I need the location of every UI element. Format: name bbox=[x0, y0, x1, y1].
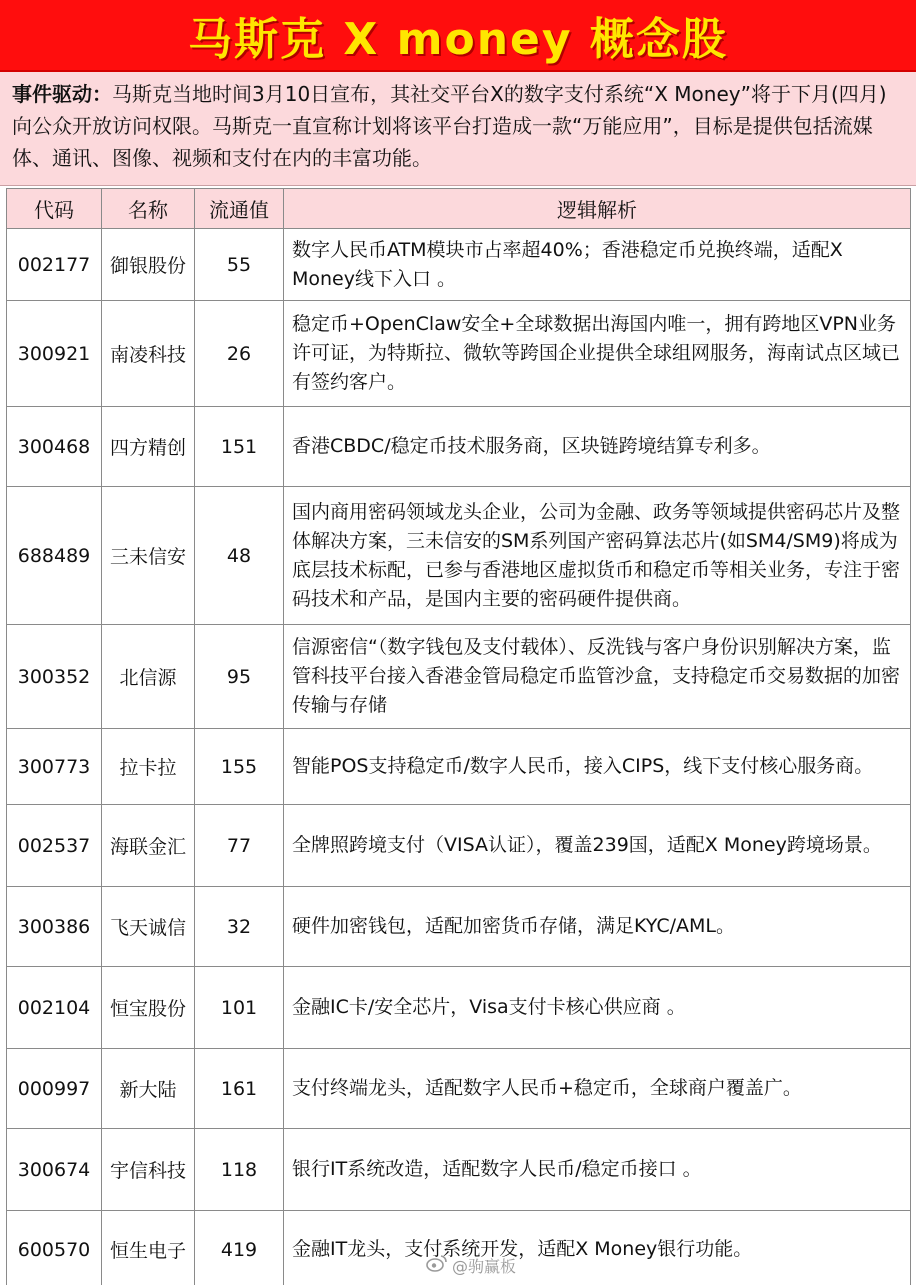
stock-name: 新大陆 bbox=[102, 1049, 195, 1129]
stock-code: 300773 bbox=[7, 729, 102, 805]
header-float: 流通值 bbox=[195, 189, 284, 229]
stock-code: 000997 bbox=[7, 1049, 102, 1129]
header-code: 代码 bbox=[7, 189, 102, 229]
table-row bbox=[7, 487, 911, 625]
stock-logic: 稳定币+OpenClaw安全+全球数据出海国内唯一，拥有跨地区VPN业务许可证，为特斯拉、微软等跨国企业提供全球组网服务，海南试点区域已有签约客户。 bbox=[284, 301, 911, 407]
stock-logic: 国内商用密码领域龙头企业，公司为金融、政务等领域提供密码芯片及整体解决方案，三未信安的SM系列国产密码算法芯片(如SM4/SM9)将成为底层技术标配，已参与香港地区虚拟货币和稳定币等相关业务，专注于密码技术和产品，是国内主要的密码硬件提供商。 bbox=[284, 487, 911, 625]
table-row bbox=[7, 625, 911, 729]
stock-name: 四方精创 bbox=[102, 407, 195, 487]
table-row bbox=[7, 1049, 911, 1129]
event-paragraph bbox=[12, 78, 904, 174]
stock-logic: 智能POS支持稳定币/数字人民币，接入CIPS，线下支付核心服务商。 bbox=[284, 729, 911, 805]
stock-float: 419 bbox=[195, 1211, 284, 1285]
weibo-icon bbox=[426, 1254, 448, 1276]
stock-float: 118 bbox=[195, 1129, 284, 1211]
stock-logic: 香港CBDC/稳定币技术服务商，区块链跨境结算专利多。 bbox=[284, 407, 911, 487]
stock-code: 300386 bbox=[7, 887, 102, 967]
stock-code: 300674 bbox=[7, 1129, 102, 1211]
stock-name: 恒生电子 bbox=[102, 1211, 195, 1285]
table-row bbox=[7, 1129, 911, 1211]
title-banner bbox=[0, 0, 916, 72]
stock-float: 161 bbox=[195, 1049, 284, 1129]
header-logic: 逻辑解析 bbox=[284, 189, 911, 229]
stock-logic: 数字人民币ATM模块市占率超40%；香港稳定币兑换终端，适配X Money线下入口 。 bbox=[284, 229, 911, 301]
stock-code: 002537 bbox=[7, 805, 102, 887]
event-label: 事件驱动： bbox=[12, 82, 112, 106]
stock-code: 688489 bbox=[7, 487, 102, 625]
stock-name: 三未信安 bbox=[102, 487, 195, 625]
stock-name: 北信源 bbox=[102, 625, 195, 729]
table-row bbox=[7, 967, 911, 1049]
table-row bbox=[7, 729, 911, 805]
stock-logic: 金融IC卡/安全芯片，Visa支付卡核心供应商 。 bbox=[284, 967, 911, 1049]
table-row bbox=[7, 301, 911, 407]
stock-code: 600570 bbox=[7, 1211, 102, 1285]
stock-code: 300352 bbox=[7, 625, 102, 729]
table-row bbox=[7, 805, 911, 887]
stock-name: 恒宝股份 bbox=[102, 967, 195, 1049]
stock-float: 95 bbox=[195, 625, 284, 729]
stock-float: 101 bbox=[195, 967, 284, 1049]
stock-code: 300468 bbox=[7, 407, 102, 487]
stock-code: 300921 bbox=[7, 301, 102, 407]
stock-logic: 支付终端龙头，适配数字人民币+稳定币，全球商户覆盖广。 bbox=[284, 1049, 911, 1129]
header-name: 名称 bbox=[102, 189, 195, 229]
stock-float: 151 bbox=[195, 407, 284, 487]
stock-float: 32 bbox=[195, 887, 284, 967]
stock-logic: 金融IT龙头，支付系统开发，适配X Money银行功能。 bbox=[284, 1211, 911, 1285]
watermark-text: @驹赢板 bbox=[451, 1257, 516, 1276]
stock-name: 拉卡拉 bbox=[102, 729, 195, 805]
stock-float: 48 bbox=[195, 487, 284, 625]
stock-float: 26 bbox=[195, 301, 284, 407]
stock-name: 飞天诚信 bbox=[102, 887, 195, 967]
event-text: 马斯克当地时间3月10日宣布，其社交平台X的数字支付系统“X Money”将于下月(四月)向公众开放访问权限。马斯克一直宣称计划将该平台打造成一款“万能应用”，目标是提供包括流媒体、通讯、图像、视频和支付在内的丰富功能。 bbox=[12, 82, 887, 170]
stocks-table bbox=[6, 188, 911, 1285]
stock-name: 宇信科技 bbox=[102, 1129, 195, 1211]
stock-code: 002177 bbox=[7, 229, 102, 301]
table-row bbox=[7, 229, 911, 301]
stock-logic: 硬件加密钱包，适配加密货币存储，满足KYC/AML。 bbox=[284, 887, 911, 967]
event-driver-box bbox=[0, 72, 916, 186]
stock-name: 御银股份 bbox=[102, 229, 195, 301]
stock-name: 海联金汇 bbox=[102, 805, 195, 887]
stock-logic: 银行IT系统改造，适配数字人民币/稳定币接口 。 bbox=[284, 1129, 911, 1211]
stock-float: 55 bbox=[195, 229, 284, 301]
weibo-watermark bbox=[426, 1254, 516, 1277]
stock-float: 77 bbox=[195, 805, 284, 887]
stock-float: 155 bbox=[195, 729, 284, 805]
stock-logic: 信源密信“（数字钱包及支付载体）、反洗钱与客户身份识别解决方案，监管科技平台接入香港金管局稳定币监管沙盒，支持稳定币交易数据的加密传输与存储 bbox=[284, 625, 911, 729]
table-header-row bbox=[7, 189, 911, 229]
page-title: 马斯克 X money 概念股 bbox=[188, 14, 728, 65]
table-row bbox=[7, 887, 911, 967]
table-row bbox=[7, 407, 911, 487]
stock-code: 002104 bbox=[7, 967, 102, 1049]
stock-name: 南凌科技 bbox=[102, 301, 195, 407]
stock-logic: 全牌照跨境支付（VISA认证），覆盖239国，适配X Money跨境场景。 bbox=[284, 805, 911, 887]
